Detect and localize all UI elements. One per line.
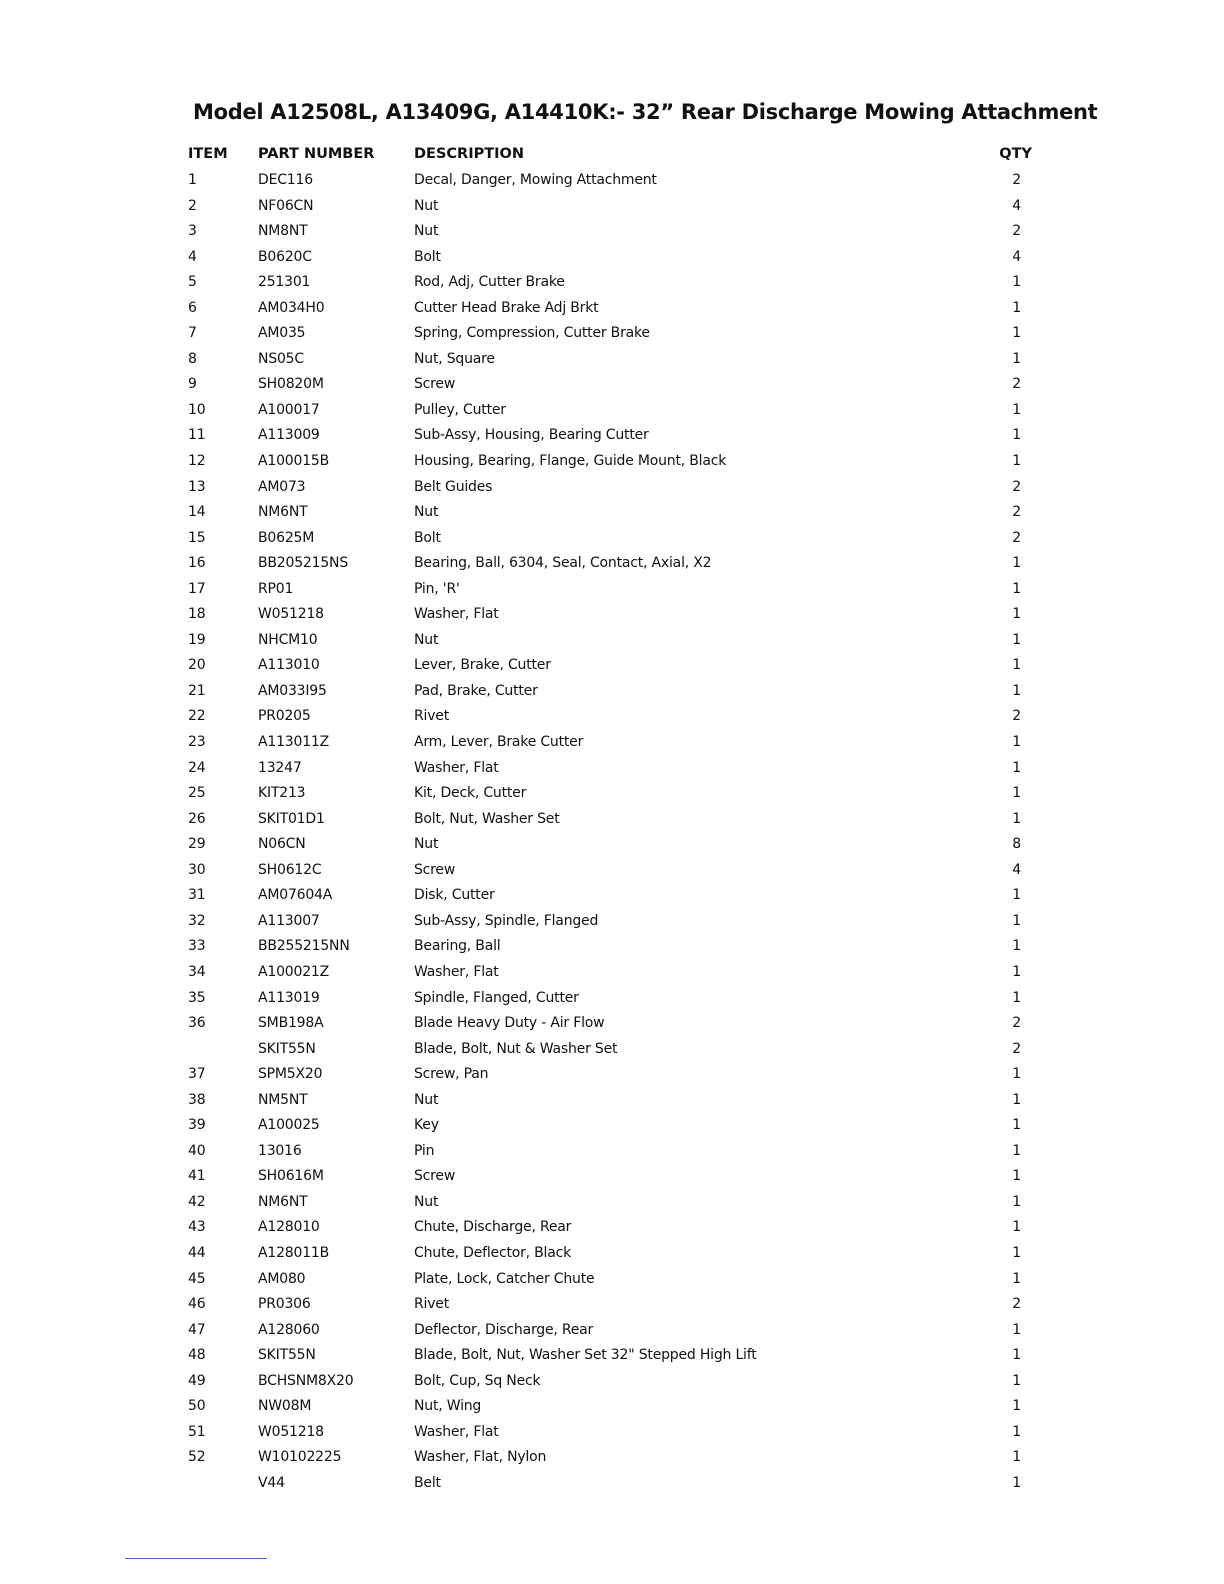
- description-cell: Nut: [414, 836, 439, 853]
- item-cell: 8: [188, 350, 197, 367]
- table-row: [0, 887, 1224, 913]
- qty-cell: 1: [1012, 682, 1021, 699]
- item-cell: 7: [188, 325, 197, 342]
- table-row: [0, 1322, 1224, 1348]
- table-row: [0, 1449, 1224, 1475]
- qty-cell: 1: [1012, 1168, 1021, 1185]
- table-row: [0, 632, 1224, 658]
- column-header-part-number: PART NUMBER: [258, 146, 375, 162]
- item-cell: 33: [188, 938, 206, 955]
- item-cell: 39: [188, 1117, 206, 1134]
- description-cell: Deflector, Discharge, Rear: [414, 1321, 594, 1338]
- part-number-cell: NM5NT: [258, 1091, 308, 1108]
- qty-cell: 1: [1012, 427, 1021, 444]
- description-cell: Lever, Brake, Cutter: [414, 657, 551, 674]
- description-cell: Blade, Bolt, Nut & Washer Set: [414, 1040, 618, 1057]
- qty-cell: 2: [1012, 478, 1021, 495]
- item-cell: 9: [188, 376, 197, 393]
- qty-cell: 2: [1012, 1015, 1021, 1032]
- table-row: [0, 708, 1224, 734]
- part-number-cell: A113019: [258, 989, 320, 1006]
- qty-cell: 1: [1012, 1398, 1021, 1415]
- table-row: [0, 1194, 1224, 1220]
- table-row: [0, 300, 1224, 326]
- description-cell: Washer, Flat: [414, 1423, 499, 1440]
- item-cell: 20: [188, 657, 206, 674]
- qty-cell: 1: [1012, 810, 1021, 827]
- part-number-cell: 13247: [258, 759, 302, 776]
- description-cell: Bolt, Cup, Sq Neck: [414, 1372, 541, 1389]
- description-cell: Key: [414, 1117, 439, 1134]
- description-cell: Nut, Square: [414, 350, 495, 367]
- qty-cell: 1: [1012, 759, 1021, 776]
- table-row: [0, 1347, 1224, 1373]
- qty-cell: 1: [1012, 734, 1021, 751]
- qty-cell: 1: [1012, 1193, 1021, 1210]
- description-cell: Nut: [414, 223, 439, 240]
- part-number-cell: A113010: [258, 657, 320, 674]
- qty-cell: 1: [1012, 1423, 1021, 1440]
- item-cell: 1: [188, 172, 197, 188]
- description-cell: Nut: [414, 197, 439, 214]
- item-cell: 12: [188, 453, 206, 470]
- qty-cell: 1: [1012, 1142, 1021, 1159]
- part-number-cell: N06CN: [258, 836, 306, 853]
- qty-cell: 1: [1012, 1270, 1021, 1287]
- part-number-cell: B0625M: [258, 529, 315, 546]
- table-row: [0, 453, 1224, 479]
- item-cell: 49: [188, 1372, 206, 1389]
- table-row: [0, 1373, 1224, 1399]
- table-row: [0, 581, 1224, 607]
- item-cell: 47: [188, 1321, 206, 1338]
- description-cell: Belt Guides: [414, 478, 493, 495]
- description-cell: Blade, Bolt, Nut, Washer Set 32" Stepped High Lift: [414, 1347, 757, 1364]
- qty-cell: 2: [1012, 1040, 1021, 1057]
- item-cell: 10: [188, 401, 206, 418]
- parts-table-body: [0, 172, 1224, 1500]
- part-number-cell: RP01: [258, 580, 294, 597]
- qty-cell: 1: [1012, 1347, 1021, 1364]
- item-cell: 40: [188, 1142, 206, 1159]
- item-cell: 5: [188, 274, 197, 291]
- part-number-cell: SKIT55N: [258, 1040, 316, 1057]
- qty-cell: 2: [1012, 376, 1021, 393]
- item-cell: 18: [188, 606, 206, 623]
- part-number-cell: NF06CN: [258, 197, 314, 214]
- item-cell: 23: [188, 734, 206, 751]
- table-row: [0, 1143, 1224, 1169]
- item-cell: 36: [188, 1015, 206, 1032]
- item-cell: 15: [188, 529, 206, 546]
- description-cell: Bearing, Ball: [414, 938, 501, 955]
- part-number-cell: PR0306: [258, 1296, 311, 1313]
- qty-cell: 1: [1012, 963, 1021, 980]
- description-cell: Washer, Flat: [414, 759, 499, 776]
- table-row: [0, 1015, 1224, 1041]
- qty-cell: 1: [1012, 555, 1021, 572]
- table-row: [0, 683, 1224, 709]
- item-cell: 4: [188, 248, 197, 265]
- table-header: [0, 146, 1224, 168]
- qty-cell: 1: [1012, 274, 1021, 291]
- footer-divider: [125, 1558, 267, 1559]
- part-number-cell: AM073: [258, 478, 306, 495]
- item-cell: 43: [188, 1219, 206, 1236]
- item-cell: 35: [188, 989, 206, 1006]
- part-number-cell: A100021Z: [258, 963, 330, 980]
- table-row: [0, 274, 1224, 300]
- table-row: [0, 172, 1224, 198]
- part-number-cell: BB205215NS: [258, 555, 349, 572]
- item-cell: 25: [188, 785, 206, 802]
- description-cell: Plate, Lock, Catcher Chute: [414, 1270, 595, 1287]
- description-cell: Washer, Flat, Nylon: [414, 1449, 547, 1466]
- qty-cell: 1: [1012, 1244, 1021, 1261]
- table-row: [0, 325, 1224, 351]
- table-row: [0, 990, 1224, 1016]
- qty-cell: 2: [1012, 529, 1021, 546]
- part-number-cell: W051218: [258, 1423, 324, 1440]
- item-cell: 48: [188, 1347, 206, 1364]
- part-number-cell: NW08M: [258, 1398, 312, 1415]
- part-number-cell: A128010: [258, 1219, 320, 1236]
- table-row: [0, 1041, 1224, 1067]
- table-row: [0, 1271, 1224, 1297]
- item-cell: 38: [188, 1091, 206, 1108]
- table-row: [0, 1092, 1224, 1118]
- qty-cell: 1: [1012, 1474, 1021, 1491]
- part-number-cell: A100015B: [258, 453, 330, 470]
- part-number-cell: NM8NT: [258, 223, 308, 240]
- qty-cell: 2: [1012, 504, 1021, 521]
- qty-cell: 1: [1012, 350, 1021, 367]
- part-number-cell: AM07604A: [258, 887, 333, 904]
- table-row: [0, 1296, 1224, 1322]
- qty-cell: 2: [1012, 172, 1021, 188]
- qty-cell: 1: [1012, 1091, 1021, 1108]
- description-cell: Housing, Bearing, Flange, Guide Mount, Black: [414, 453, 727, 470]
- qty-cell: 1: [1012, 912, 1021, 929]
- part-number-cell: V44: [258, 1474, 285, 1491]
- table-row: [0, 1219, 1224, 1245]
- qty-cell: 1: [1012, 1321, 1021, 1338]
- item-cell: 32: [188, 912, 206, 929]
- table-row: [0, 836, 1224, 862]
- column-header-description: DESCRIPTION: [414, 146, 524, 162]
- description-cell: Screw, Pan: [414, 1066, 489, 1083]
- item-cell: 42: [188, 1193, 206, 1210]
- qty-cell: 1: [1012, 1117, 1021, 1134]
- qty-cell: 2: [1012, 1296, 1021, 1313]
- description-cell: Nut: [414, 631, 439, 648]
- table-row: [0, 249, 1224, 275]
- qty-cell: 8: [1012, 836, 1021, 853]
- description-cell: Chute, Discharge, Rear: [414, 1219, 572, 1236]
- part-number-cell: AM080: [258, 1270, 306, 1287]
- description-cell: Cutter Head Brake Adj Brkt: [414, 299, 599, 316]
- qty-cell: 1: [1012, 631, 1021, 648]
- qty-cell: 1: [1012, 401, 1021, 418]
- qty-cell: 1: [1012, 580, 1021, 597]
- table-row: [0, 1066, 1224, 1092]
- part-number-cell: SH0616M: [258, 1168, 324, 1185]
- description-cell: Screw: [414, 861, 456, 878]
- description-cell: Rivet: [414, 1296, 450, 1313]
- description-cell: Pad, Brake, Cutter: [414, 682, 538, 699]
- description-cell: Pin, 'R': [414, 580, 460, 597]
- description-cell: Sub-Assy, Spindle, Flanged: [414, 912, 599, 929]
- description-cell: Bolt: [414, 248, 441, 265]
- part-number-cell: A128011B: [258, 1244, 330, 1261]
- item-cell: 29: [188, 836, 206, 853]
- item-cell: 44: [188, 1244, 206, 1261]
- qty-cell: 1: [1012, 1219, 1021, 1236]
- part-number-cell: SH0612C: [258, 861, 322, 878]
- qty-cell: 1: [1012, 1372, 1021, 1389]
- description-cell: Spring, Compression, Cutter Brake: [414, 325, 650, 342]
- table-row: [0, 1168, 1224, 1194]
- table-row: [0, 913, 1224, 939]
- qty-cell: 1: [1012, 785, 1021, 802]
- item-cell: 37: [188, 1066, 206, 1083]
- table-row: [0, 811, 1224, 837]
- qty-cell: 1: [1012, 1449, 1021, 1466]
- part-number-cell: DEC116: [258, 172, 313, 188]
- item-cell: 11: [188, 427, 206, 444]
- part-number-cell: A100017: [258, 401, 320, 418]
- item-cell: 21: [188, 682, 206, 699]
- column-header-qty: QTY: [999, 146, 1032, 162]
- description-cell: Blade Heavy Duty - Air Flow: [414, 1015, 605, 1032]
- item-cell: 52: [188, 1449, 206, 1466]
- description-cell: Rivet: [414, 708, 450, 725]
- table-row: [0, 198, 1224, 224]
- item-cell: 6: [188, 299, 197, 316]
- table-row: [0, 657, 1224, 683]
- description-cell: Screw: [414, 376, 456, 393]
- part-number-cell: A113011Z: [258, 734, 330, 751]
- item-cell: 24: [188, 759, 206, 776]
- part-number-cell: SH0820M: [258, 376, 324, 393]
- part-number-cell: SKIT55N: [258, 1347, 316, 1364]
- table-row: [0, 606, 1224, 632]
- part-number-cell: W10102225: [258, 1449, 342, 1466]
- qty-cell: 1: [1012, 299, 1021, 316]
- table-row: [0, 351, 1224, 377]
- description-cell: Spindle, Flanged, Cutter: [414, 989, 579, 1006]
- item-cell: 50: [188, 1398, 206, 1415]
- part-number-cell: BCHSNM8X20: [258, 1372, 354, 1389]
- part-number-cell: B0620C: [258, 248, 312, 265]
- qty-cell: 4: [1012, 861, 1021, 878]
- qty-cell: 1: [1012, 938, 1021, 955]
- description-cell: Rod, Adj, Cutter Brake: [414, 274, 565, 291]
- table-row: [0, 1398, 1224, 1424]
- part-number-cell: BB255215NN: [258, 938, 350, 955]
- part-number-cell: NS05C: [258, 350, 304, 367]
- qty-cell: 1: [1012, 1066, 1021, 1083]
- description-cell: Pulley, Cutter: [414, 401, 506, 418]
- description-cell: Kit, Deck, Cutter: [414, 785, 527, 802]
- table-row: [0, 760, 1224, 786]
- table-row: [0, 938, 1224, 964]
- part-number-cell: SPM5X20: [258, 1066, 323, 1083]
- table-row: [0, 504, 1224, 530]
- item-cell: 17: [188, 580, 206, 597]
- description-cell: Belt: [414, 1474, 441, 1491]
- table-row: [0, 734, 1224, 760]
- item-cell: 13: [188, 478, 206, 495]
- part-number-cell: W051218: [258, 606, 324, 623]
- part-number-cell: 13016: [258, 1142, 302, 1159]
- part-number-cell: A128060: [258, 1321, 320, 1338]
- description-cell: Pin: [414, 1142, 435, 1159]
- qty-cell: 1: [1012, 657, 1021, 674]
- part-number-cell: AM033I95: [258, 682, 327, 699]
- part-number-cell: A113007: [258, 912, 320, 929]
- item-cell: 41: [188, 1168, 206, 1185]
- item-cell: 45: [188, 1270, 206, 1287]
- description-cell: Bolt, Nut, Washer Set: [414, 810, 560, 827]
- part-number-cell: A113009: [258, 427, 320, 444]
- table-row: [0, 1475, 1224, 1501]
- table-row: [0, 862, 1224, 888]
- item-cell: 2: [188, 197, 197, 214]
- qty-cell: 2: [1012, 223, 1021, 240]
- part-number-cell: SMB198A: [258, 1015, 324, 1032]
- description-cell: Washer, Flat: [414, 963, 499, 980]
- item-cell: 14: [188, 504, 206, 521]
- table-row: [0, 427, 1224, 453]
- description-cell: Washer, Flat: [414, 606, 499, 623]
- table-row: [0, 555, 1224, 581]
- part-number-cell: A100025: [258, 1117, 320, 1134]
- qty-cell: 4: [1012, 248, 1021, 265]
- table-row: [0, 223, 1224, 249]
- table-row: [0, 964, 1224, 990]
- part-number-cell: AM034H0: [258, 299, 325, 316]
- item-cell: 3: [188, 223, 197, 240]
- description-cell: Nut, Wing: [414, 1398, 482, 1415]
- part-number-cell: NHCM10: [258, 631, 318, 648]
- description-cell: Nut: [414, 504, 439, 521]
- table-row: [0, 1424, 1224, 1450]
- table-row: [0, 402, 1224, 428]
- item-cell: 26: [188, 810, 206, 827]
- item-cell: 30: [188, 861, 206, 878]
- table-row: [0, 785, 1224, 811]
- item-cell: 31: [188, 887, 206, 904]
- description-cell: Disk, Cutter: [414, 887, 495, 904]
- page-title: Model A12508L, A13409G, A14410K:- 32” Rear Discharge Mowing Attachment: [193, 100, 1098, 124]
- item-cell: 19: [188, 631, 206, 648]
- part-number-cell: NM6NT: [258, 504, 308, 521]
- qty-cell: 4: [1012, 197, 1021, 214]
- description-cell: Nut: [414, 1091, 439, 1108]
- table-row: [0, 479, 1224, 505]
- part-number-cell: KIT213: [258, 785, 306, 802]
- qty-cell: 1: [1012, 606, 1021, 623]
- description-cell: Screw: [414, 1168, 456, 1185]
- table-row: [0, 376, 1224, 402]
- table-row: [0, 1117, 1224, 1143]
- qty-cell: 1: [1012, 989, 1021, 1006]
- qty-cell: 1: [1012, 887, 1021, 904]
- table-row: [0, 1245, 1224, 1271]
- qty-cell: 1: [1012, 453, 1021, 470]
- description-cell: Arm, Lever, Brake Cutter: [414, 734, 584, 751]
- column-header-item: ITEM: [188, 146, 228, 162]
- part-number-cell: SKIT01D1: [258, 810, 325, 827]
- part-number-cell: AM035: [258, 325, 306, 342]
- part-number-cell: 251301: [258, 274, 311, 291]
- description-cell: Bolt: [414, 529, 441, 546]
- item-cell: 51: [188, 1423, 206, 1440]
- qty-cell: 2: [1012, 708, 1021, 725]
- item-cell: 16: [188, 555, 206, 572]
- description-cell: Decal, Danger, Mowing Attachment: [414, 172, 657, 188]
- description-cell: Bearing, Ball, 6304, Seal, Contact, Axial, X2: [414, 555, 712, 572]
- part-number-cell: PR0205: [258, 708, 311, 725]
- description-cell: Sub-Assy, Housing, Bearing Cutter: [414, 427, 649, 444]
- item-cell: 34: [188, 963, 206, 980]
- table-row: [0, 530, 1224, 556]
- item-cell: 22: [188, 708, 206, 725]
- item-cell: 46: [188, 1296, 206, 1313]
- qty-cell: 1: [1012, 325, 1021, 342]
- description-cell: Nut: [414, 1193, 439, 1210]
- description-cell: Chute, Deflector, Black: [414, 1244, 572, 1261]
- part-number-cell: NM6NT: [258, 1193, 308, 1210]
